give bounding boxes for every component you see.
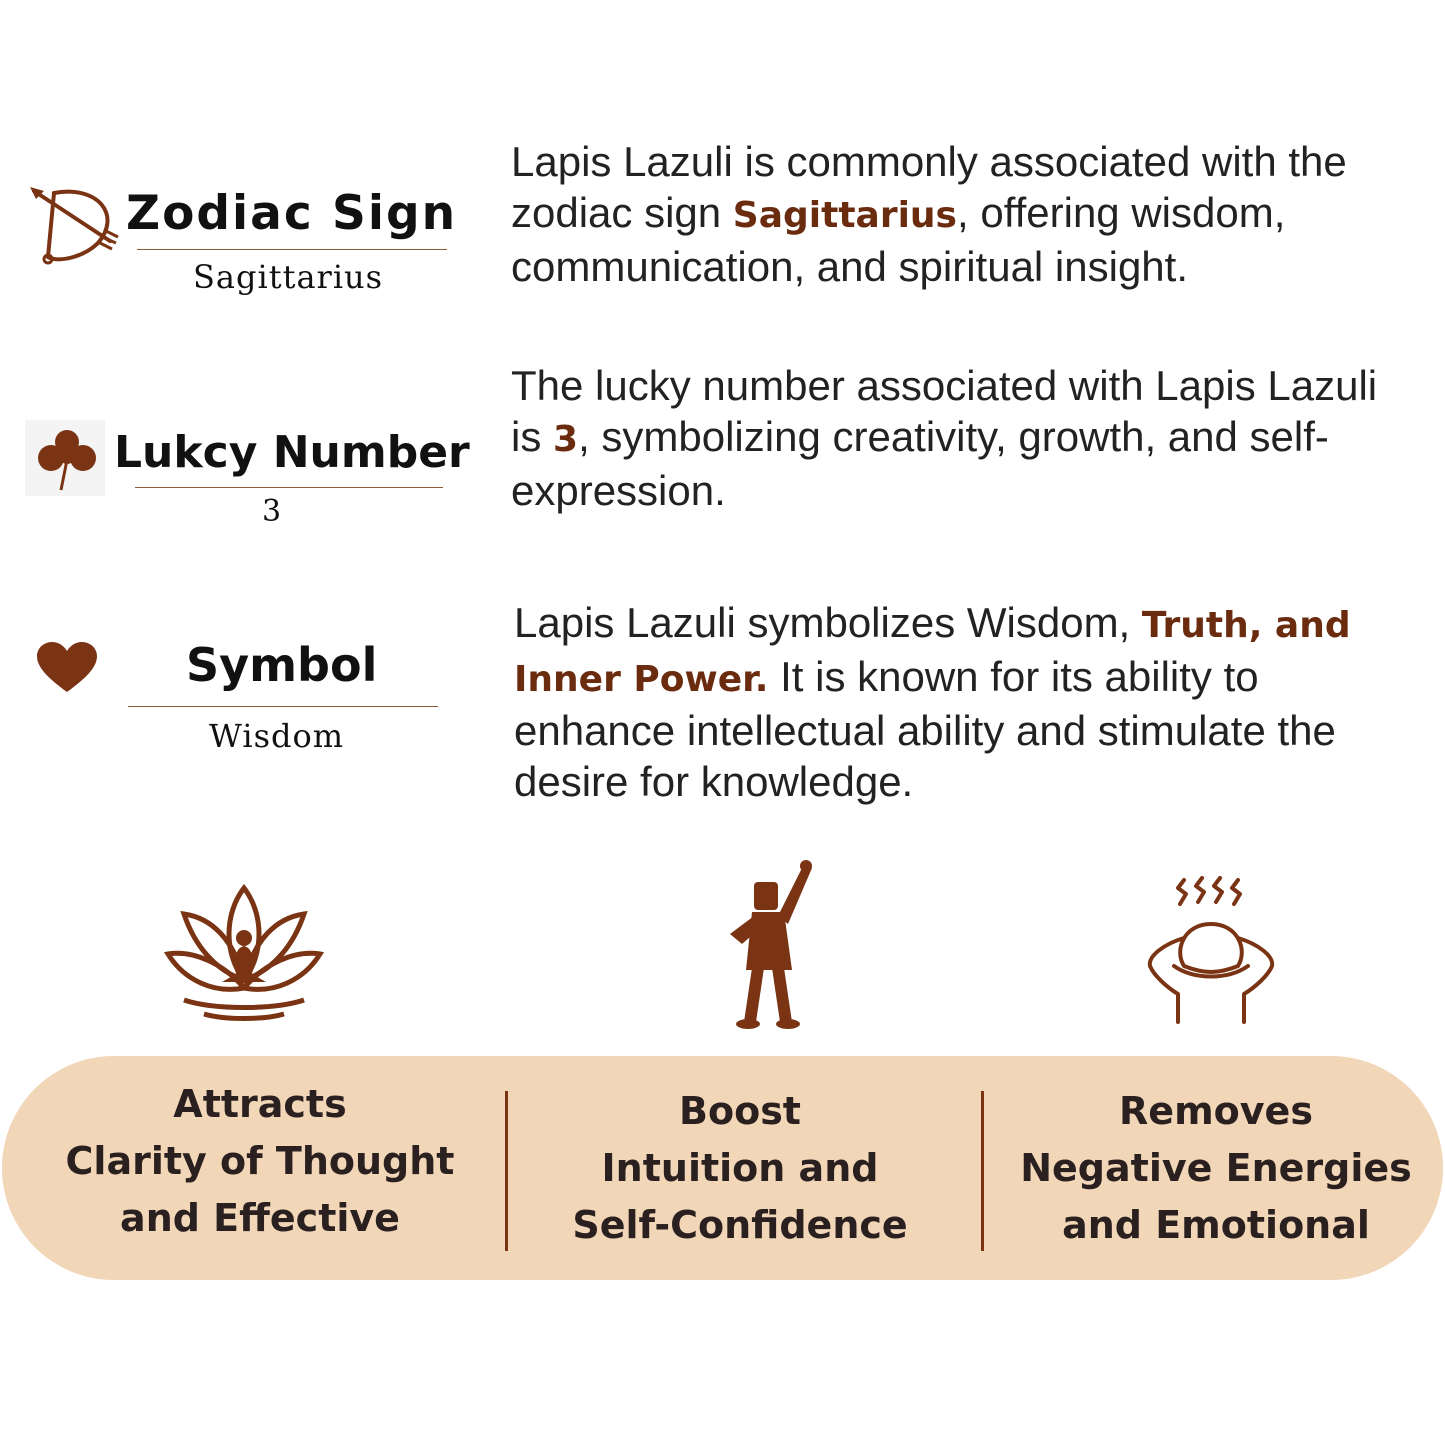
symbol-description: Lapis Lazuli symbolizes Wisdom, Truth, and Inner Power. It is known for its ability to enhance intellectual ability and stimulate the desire for knowledge.: [514, 599, 1351, 805]
symbol-value: Wisdom: [209, 717, 345, 755]
benefit-negative-energies: Removes Negative Energies and Emotional: [1020, 1089, 1412, 1247]
symbol-divider: [128, 706, 438, 707]
clover-icon: [36, 428, 98, 492]
bow-and-arrow-icon: [28, 185, 122, 265]
lucky-description: The lucky number associated with Lapis Lazuli is 3, symbolizing creativity, growth, and self-expression.: [511, 362, 1378, 514]
stress-relief-icon: [1144, 876, 1278, 1026]
benefit-divider-1: [505, 1091, 508, 1251]
confident-person-icon: [722, 860, 814, 1030]
benefit-confidence: Boost Intuition and Self-Confidence: [572, 1089, 908, 1247]
zodiac-divider: [137, 249, 447, 250]
lucky-title: Lukcy Number: [114, 427, 470, 478]
lucky-value: 3: [262, 494, 283, 529]
benefit-divider-2: [981, 1091, 984, 1251]
heart-icon: [37, 642, 97, 694]
zodiac-value: Sagittarius: [193, 258, 384, 296]
lucky-divider: [135, 487, 443, 488]
symbol-title: Symbol: [186, 638, 378, 692]
benefit-clarity: Attracts Clarity of Thought and Effective: [65, 1082, 455, 1240]
zodiac-description: Lapis Lazuli is commonly associated with the zodiac sign Sagittarius, offering wisdom, communication, and spiritual insight.: [511, 138, 1347, 290]
lotus-meditation-icon: [164, 884, 324, 1024]
zodiac-title: Zodiac Sign: [126, 186, 458, 241]
